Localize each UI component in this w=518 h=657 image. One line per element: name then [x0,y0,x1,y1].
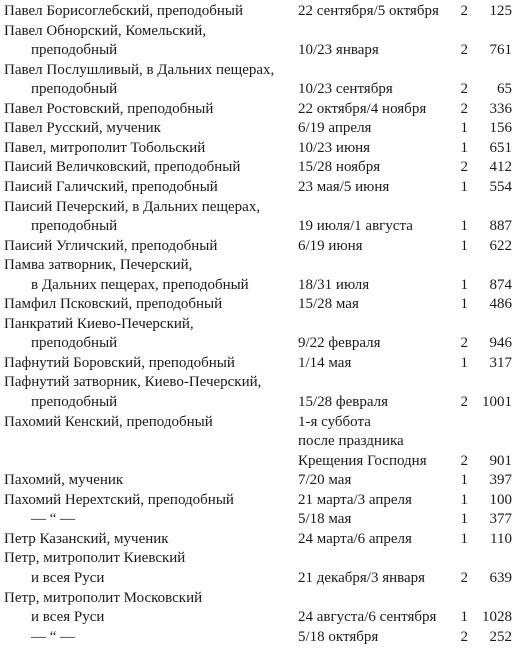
entry-volume: 2 [460,42,468,59]
entry-name: Павел Ростовский, преподобный [4,100,214,117]
entry-date: 23 мая/5 июня [298,179,390,195]
entry-name: и всея Руси [31,609,105,626]
entry-page: 486 [489,296,512,313]
entry-page: 887 [489,218,512,235]
index-row [0,451,518,471]
entry-volume: 2 [460,570,468,586]
entry-page: 397 [489,472,512,489]
index-row [0,568,518,588]
index-row [0,118,518,138]
entry-name: Петр, митрополит Московский [4,589,203,606]
entry-name: преподобный [31,394,118,410]
entry-date: 5/18 мая [298,511,352,528]
entry-volume: 2 [460,628,468,645]
entry-date: 24 марта/6 апреля [298,530,412,547]
entry-name: Паисий Угличский, преподобный [4,237,218,254]
entry-page: 639 [489,570,512,586]
index-row [0,255,518,275]
entry-date: 15/28 ноября [298,159,381,176]
entry-name: Петр Казанский, мученик [4,530,169,547]
entry-page: 1028 [482,609,512,626]
entry-date: 22 сентября/5 октября [298,3,439,19]
index-row [0,333,518,353]
entry-page: 100 [489,491,512,508]
entry-date: 24 августа/6 сентября [298,609,437,626]
index-row [0,79,518,99]
entry-volume: 1 [460,218,468,235]
entry-date: 5/18 октября [298,628,379,645]
index-row [0,138,518,158]
entry-name: Пахомий, мученик [4,472,124,489]
entry-volume: 1 [460,609,468,626]
entry-name: Павел, митрополит Тобольский [4,139,206,156]
index-row [0,490,518,510]
entry-date: 10/23 сентября [298,81,393,98]
entry-name: Павел Послушливый, в Дальних пещерах, [4,61,275,78]
index-row [0,470,518,490]
entry-date: 1-я суббота [298,413,371,430]
entry-date: 7/20 мая [298,472,352,489]
entry-page: 65 [497,81,512,98]
entry-page: 412 [489,159,512,176]
entry-name: и всея Руси [31,570,105,586]
entry-page: 125 [489,3,512,19]
entry-volume: 2 [460,100,468,117]
entry-date: после праздника [298,433,404,450]
entry-page: 946 [489,335,512,352]
entry-date: 1/14 мая [298,354,352,371]
entry-page: 1001 [482,394,512,410]
entry-name: Паисий Величковский, преподобный [4,159,241,176]
entry-date: 22 октября/4 ноября [298,100,427,117]
index-row [0,431,518,451]
index-row [0,1,518,21]
index-row [0,40,518,60]
index-row [0,392,518,412]
entry-name: Пафнутий затворник, Киево-Печерский, [4,374,262,391]
entry-page: 622 [489,237,512,254]
entry-date: 21 декабря/3 января [298,570,426,586]
entry-volume: 1 [460,120,468,137]
index-row [0,294,518,314]
entry-date: 6/19 апреля [298,120,372,137]
entry-name: Паисий Галичский, преподобный [4,179,218,195]
entry-date: 19 июля/1 августа [298,218,413,235]
entry-date: 9/22 февраля [298,335,381,352]
entry-date: 6/19 июня [298,237,363,254]
index-row [0,548,518,568]
entry-name: Панкратий Киево-Печерский, [4,315,194,332]
entry-page: 156 [489,120,512,137]
entry-volume: 1 [460,511,468,528]
entry-date: Крещения Господня [298,452,427,469]
index-row [0,588,518,608]
entry-volume: 1 [460,491,468,508]
entry-page: 651 [489,139,512,156]
index-row [0,529,518,549]
entry-name: преподобный [31,218,118,235]
index-row [0,216,518,236]
index-row [0,99,518,119]
index-row [0,372,518,392]
index-row [0,177,518,197]
entry-name: — “ — [31,511,76,528]
index-row [0,21,518,41]
entry-page: 874 [489,276,512,293]
entry-page: 110 [490,530,512,547]
entry-volume: 1 [460,139,468,156]
entry-date: 10/23 июня [298,139,371,156]
index-row [0,157,518,177]
entry-volume: 2 [460,394,468,410]
index-row [0,509,518,529]
entry-name: Пафнутий Боровский, преподобный [4,354,235,371]
entry-name: преподобный [31,335,118,352]
entry-name: Павел Обнорский, Комельский, [4,22,207,39]
index-row [0,412,518,432]
entry-name: Павел Борисоглебский, преподобный [4,3,244,19]
index-row [0,197,518,217]
index-row [0,236,518,256]
entry-date: 18/31 июля [298,276,370,293]
entry-name: — “ — [31,628,76,645]
entry-name: Петр, митрополит Киевский [4,550,186,567]
entry-volume: 1 [460,530,468,547]
entry-volume: 1 [460,237,468,254]
entry-volume: 2 [460,452,468,469]
entry-volume: 1 [460,179,468,195]
entry-name: Памфил Псковский, преподобный [4,296,223,313]
entry-volume: 2 [460,335,468,352]
entry-date: 10/23 января [298,42,379,59]
entry-date: 15/28 мая [298,296,359,313]
entry-page: 336 [489,100,512,117]
entry-page: 554 [489,179,512,195]
index-row [0,60,518,80]
entry-date: 15/28 февраля [298,394,389,410]
index-row [0,353,518,373]
entry-volume: 2 [460,3,468,19]
index-row [0,275,518,295]
entry-name: Пахомий Нерехтский, преподобный [4,491,234,508]
entry-page: 377 [489,511,512,528]
entry-name: Памва затворник, Печерский, [4,257,193,274]
entry-page: 317 [489,354,512,371]
index-row [0,314,518,334]
entry-name: преподобный [31,81,118,98]
entry-page: 761 [489,42,512,59]
index-row [0,627,518,647]
entry-volume: 1 [460,276,468,293]
entry-name: Паисий Печерский, в Дальних пещерах, [4,198,261,215]
entry-name: в Дальних пещерах, преподобный [31,276,249,293]
entry-name: Павел Русский, мученик [4,120,161,137]
entry-page: 252 [489,628,512,645]
entry-volume: 1 [460,354,468,371]
entry-name: преподобный [31,42,118,59]
entry-date: 21 марта/3 апреля [298,491,412,508]
entry-volume: 2 [460,159,468,176]
entry-page: 901 [489,452,512,469]
entry-volume: 2 [460,81,468,98]
entry-volume: 1 [460,296,468,313]
entry-volume: 1 [460,472,468,489]
entry-name: Пахомий Кенский, преподобный [4,413,213,430]
index-row [0,607,518,627]
